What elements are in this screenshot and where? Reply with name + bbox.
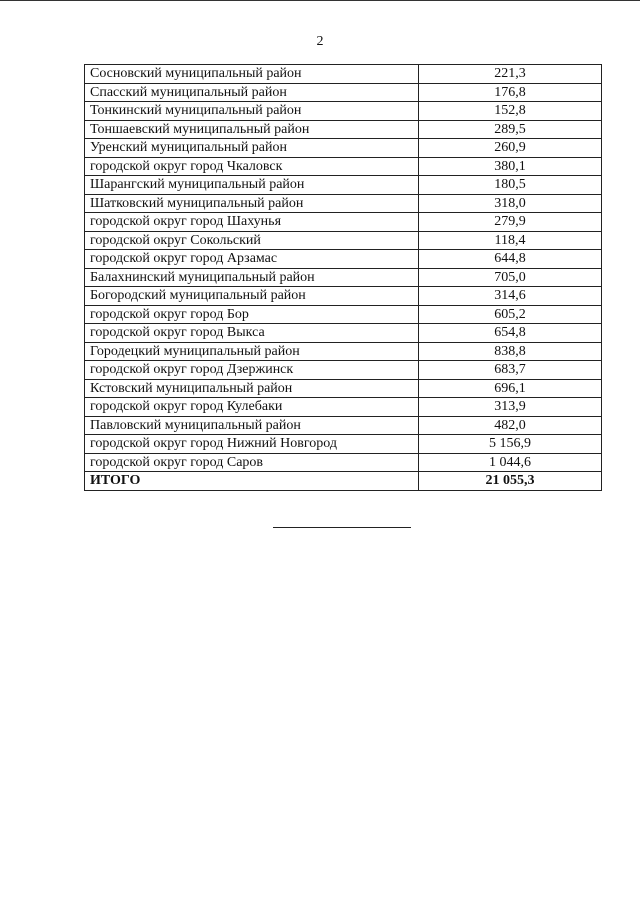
amount-cell: 838,8	[419, 342, 602, 361]
amount-cell: 683,7	[419, 361, 602, 380]
amount-cell: 654,8	[419, 324, 602, 343]
table-row	[85, 361, 602, 380]
table-row	[85, 398, 602, 417]
amount-cell: 313,9	[419, 398, 602, 417]
total-label-cell: ИТОГО	[85, 472, 419, 491]
municipality-name-cell: городской округ город Арзамас	[85, 250, 419, 269]
table-row	[85, 231, 602, 250]
municipality-name-cell: Богородский муниципальный район	[85, 287, 419, 306]
table-row	[85, 157, 602, 176]
table-row	[85, 139, 602, 158]
amount-cell: 279,9	[419, 213, 602, 232]
table-row	[85, 194, 602, 213]
amount-cell: 1 044,6	[419, 453, 602, 472]
table-row	[85, 176, 602, 195]
amount-cell: 176,8	[419, 83, 602, 102]
municipality-name-cell: Шатковский муниципальный район	[85, 194, 419, 213]
amount-cell: 118,4	[419, 231, 602, 250]
amount-cell: 289,5	[419, 120, 602, 139]
municipality-name-cell: Балахнинский муниципальный район	[85, 268, 419, 287]
municipality-name-cell: городской округ город Бор	[85, 305, 419, 324]
top-scan-edge	[0, 0, 640, 1]
closing-rule	[273, 527, 411, 528]
municipality-name-cell: Уренский муниципальный район	[85, 139, 419, 158]
municipality-name-cell: городской округ город Чкаловск	[85, 157, 419, 176]
table-row	[85, 379, 602, 398]
amount-cell: 696,1	[419, 379, 602, 398]
amount-cell: 705,0	[419, 268, 602, 287]
allocation-table	[84, 64, 602, 491]
amount-cell: 221,3	[419, 65, 602, 84]
table-row	[85, 65, 602, 84]
table-body	[85, 65, 602, 491]
table-row	[85, 83, 602, 102]
amount-cell: 152,8	[419, 102, 602, 121]
table-row	[85, 102, 602, 121]
municipality-name-cell: Городецкий муниципальный район	[85, 342, 419, 361]
municipality-name-cell: городской округ город Выкса	[85, 324, 419, 343]
amount-cell: 605,2	[419, 305, 602, 324]
municipality-name-cell: Сосновский муниципальный район	[85, 65, 419, 84]
table-row	[85, 213, 602, 232]
municipality-name-cell: Кстовский муниципальный район	[85, 379, 419, 398]
amount-cell: 380,1	[419, 157, 602, 176]
amount-cell: 318,0	[419, 194, 602, 213]
municipality-name-cell: городской округ Сокольский	[85, 231, 419, 250]
table-row	[85, 305, 602, 324]
table-row	[85, 268, 602, 287]
table-row	[85, 435, 602, 454]
amount-cell: 314,6	[419, 287, 602, 306]
municipality-name-cell: Павловский муниципальный район	[85, 416, 419, 435]
table-row	[85, 324, 602, 343]
municipality-name-cell: городской округ город Дзержинск	[85, 361, 419, 380]
amount-cell: 180,5	[419, 176, 602, 195]
municipality-name-cell: Тонкинский муниципальный район	[85, 102, 419, 121]
municipality-name-cell: Спасский муниципальный район	[85, 83, 419, 102]
municipality-name-cell: городской округ город Шахунья	[85, 213, 419, 232]
total-amount-cell: 21 055,3	[419, 472, 602, 491]
municipality-name-cell: Шарангский муниципальный район	[85, 176, 419, 195]
page-number: 2	[316, 34, 324, 49]
amount-cell: 482,0	[419, 416, 602, 435]
table-row	[85, 120, 602, 139]
total-row	[85, 472, 602, 491]
amount-cell: 5 156,9	[419, 435, 602, 454]
amount-cell: 260,9	[419, 139, 602, 158]
municipality-name-cell: Тоншаевский муниципальный район	[85, 120, 419, 139]
table-row	[85, 416, 602, 435]
table-row	[85, 453, 602, 472]
table-row	[85, 342, 602, 361]
table-row	[85, 250, 602, 269]
municipality-name-cell: городской округ город Саров	[85, 453, 419, 472]
amount-cell: 644,8	[419, 250, 602, 269]
municipality-name-cell: городской округ город Кулебаки	[85, 398, 419, 417]
municipality-name-cell: городской округ город Нижний Новгород	[85, 435, 419, 454]
table-row	[85, 287, 602, 306]
